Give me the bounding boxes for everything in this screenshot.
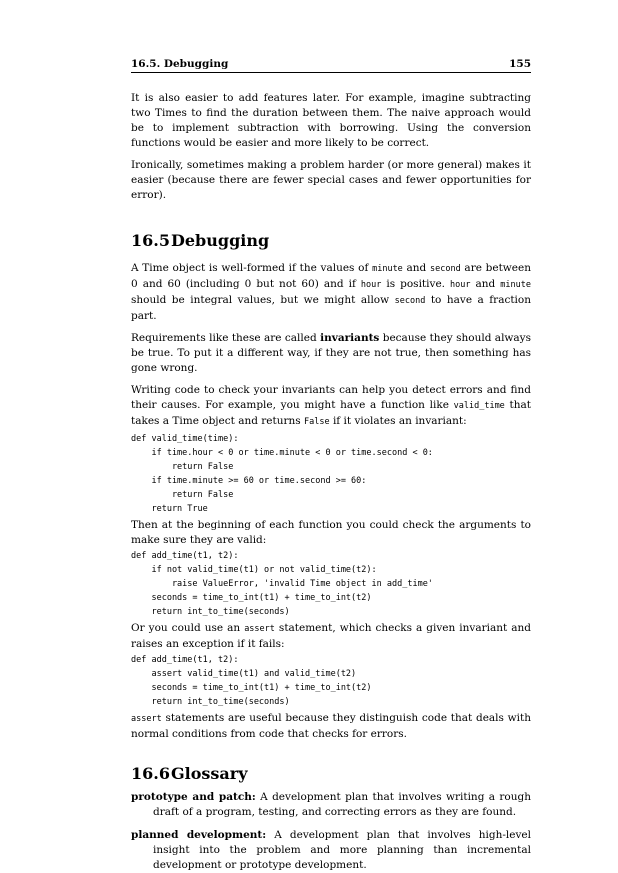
- running-header: [131, 58, 531, 73]
- code-block-add-time-assert: def add_time(t1, t2): assert valid_time(t1) and valid_time(t2) seconds = time_to_int(t1) + time_to_int(t2) return int_to_time(seconds): [131, 655, 372, 707]
- intro-paragraph-1: It is also easier to add features later. For example, imagine subtracting two Times to find the duration between them. The naive approach would be to implement subtraction with borrowing. Using the conversion functions would be easier and more likely to be correct.: [131, 92, 531, 149]
- section-heading-debugging: [131, 231, 531, 251]
- inline-code: assert: [244, 624, 275, 634]
- section-title: Debugging: [171, 231, 270, 250]
- inline-code: second: [430, 264, 461, 274]
- inline-code: False: [304, 417, 330, 427]
- debugging-paragraph-5: Or you could use an assert statement, which checks a given invariant and raises an exception if it fails:: [131, 622, 532, 650]
- section-number: 16.5: [131, 231, 170, 250]
- glossary-term: prototype and patch:: [131, 791, 256, 803]
- section-number: 16.6: [131, 764, 170, 783]
- intro-paragraph-2: Ironically, sometimes making a problem harder (or more general) makes it easier (because there are fewer special cases and fewer opportunities for error).: [131, 159, 531, 201]
- debugging-paragraph-3: Writing code to check your invariants can help you detect errors and find their causes. For example, you might have a function like valid_time that takes a Time object and returns False if it violates an invariant:: [131, 384, 531, 427]
- inline-code: minute: [372, 264, 403, 274]
- debugging-paragraph-4: Then at the beginning of each function you could check the arguments to make sure they are valid:: [131, 519, 531, 546]
- header-page-number: 155: [509, 58, 531, 70]
- glossary-definition: A development plan that involves writing a rough draft of a program, testing, and correcting errors as they are found.: [153, 791, 531, 818]
- debugging-paragraph-2: Requirements like these are called invariants because they should always be true. To put it a different way, if they are not true, then something has gone wrong.: [131, 332, 531, 374]
- inline-code: minute: [500, 280, 531, 290]
- inline-code: second: [394, 296, 426, 306]
- inline-code: hour: [450, 280, 471, 290]
- code-block-valid-time: def valid_time(time): if time.hour < 0 or time.minute < 0 or time.second < 0: return False if time.minute >= 60 or time.second >= 60: return False return True: [131, 434, 433, 514]
- glossary-item: [131, 790, 531, 820]
- inline-code: hour: [360, 280, 382, 290]
- glossary-definition: A development plan that involves high-level insight into the problem and more planning than incremental development or prototype development.: [153, 829, 532, 871]
- glossary-item: [131, 828, 531, 873]
- section-title: Glossary: [171, 764, 248, 783]
- page: [131, 58, 531, 873]
- code-block-add-time-check: def add_time(t1, t2): if not valid_time(t1) or not valid_time(t2): raise ValueError, 'invalid Time object in add_time' seconds = time_to_int(t1) + time_to_int(t2) return int_to_time(seconds): [131, 551, 433, 617]
- glossary-term: planned development:: [131, 829, 267, 841]
- bold-term: invariants: [320, 332, 380, 344]
- debugging-paragraph-1: A Time object is well-formed if the values of minute and second are between 0 and 60 (including 0 but not 60) and if hour is positive. hour and minute should be integral values, but we might allow second to have a fraction part.: [131, 262, 531, 322]
- debugging-paragraph-6: assert statements are useful because they distinguish code that deals with normal conditions from code that checks for errors.: [131, 712, 531, 740]
- inline-code: assert: [131, 714, 162, 724]
- header-section-title: 16.5. Debugging: [131, 58, 229, 70]
- section-heading-glossary: [131, 764, 531, 784]
- inline-code: valid_time: [453, 401, 505, 411]
